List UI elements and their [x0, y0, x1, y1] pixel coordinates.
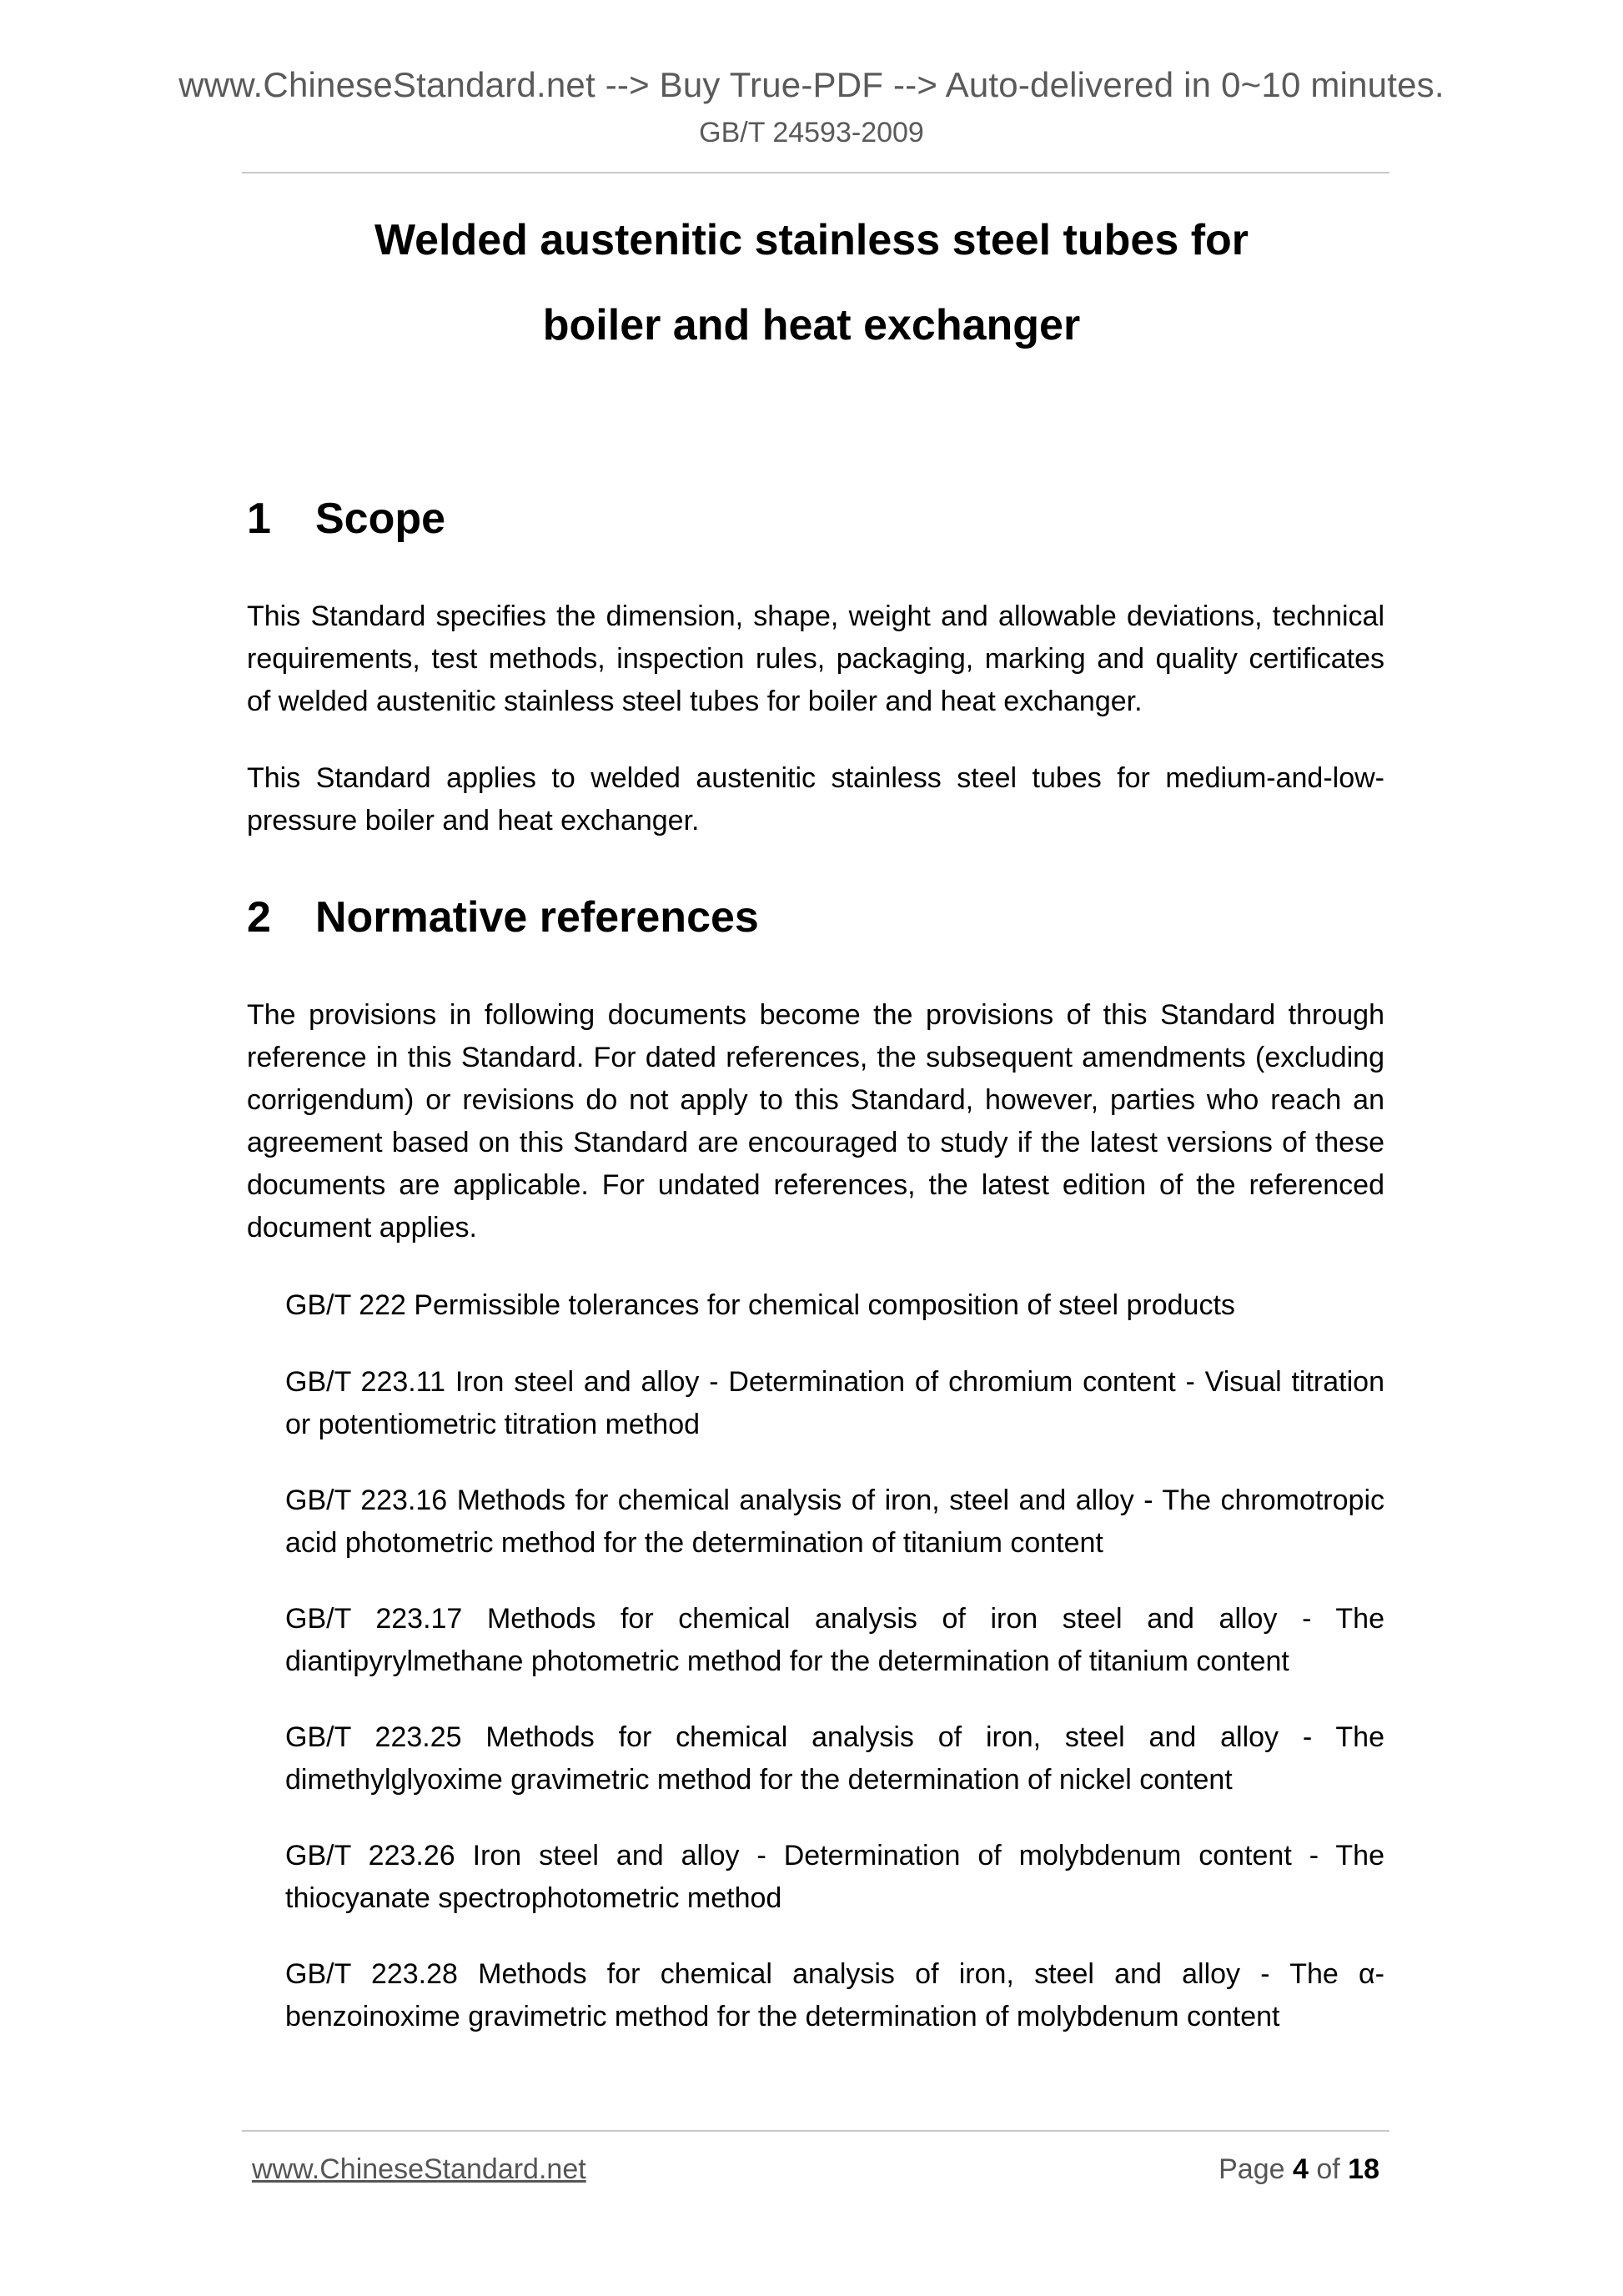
page-total: 18 [1348, 2153, 1379, 2185]
scope-paragraph-1: This Standard specifies the dimension, shape, weight and allowable deviations, technical requirements, test methods, inspection rules, packaging, marking and quality certificates of welded austenitic stainless steel tubes for boiler and heat exchanger. [247, 600, 1384, 717]
document-title-line-1: Welded austenitic stainless steel tubes for [374, 216, 1249, 264]
reference-item: GB/T 223.25 Methods for chemical analysis of iron, steel and alloy - The dimethylglyoxime gravimetric method for the determination of nickel content [285, 1721, 1384, 1796]
section-2-heading [247, 892, 759, 942]
page-of: of [1316, 2153, 1340, 2185]
reference-item: GB/T 223.28 Methods for chemical analysis of iron, steel and alloy - The α-benzoinoxime gravimetric method for the determination of molybdenum content [285, 1958, 1384, 2032]
footer-divider [242, 2130, 1389, 2132]
document-title-line-2: boiler and heat exchanger [542, 301, 1081, 349]
page-current: 4 [1292, 2153, 1309, 2185]
page-label: Page [1219, 2153, 1285, 2185]
section-number: 2 [247, 893, 271, 942]
reference-item: GB/T 223.16 Methods for chemical analysis of iron, steel and alloy - The chromotropic acid photometric method for the determination of titanium content [285, 1485, 1384, 1559]
page-indicator [1219, 2153, 1379, 2186]
header-banner: www.ChineseStandard.net --> Buy True-PDF --> Auto-delivered in 0~10 minutes. [178, 65, 1445, 104]
reference-item: GB/T 223.11 Iron steel and alloy - Determination of chromium content - Visual titration or potentiometric titration method [285, 1366, 1384, 1440]
reference-item: GB/T 223.17 Methods for chemical analysis of iron steel and alloy - The diantipyrylmethane photometric method for the determination of titanium content [285, 1603, 1384, 1677]
references-paragraph: The provisions in following documents become the provisions of this Standard through reference in this Standard. For dated references, the subsequent amendments (excluding corrigendum) or revisions do not apply to this Standard, however, parties who reach an agreement based on this Standard are encouraged to study if the latest versions of these documents are applicable. For undated references, the latest edition of the referenced document applies. [247, 999, 1384, 1243]
section-title: Normative references [315, 893, 759, 942]
section-title: Scope [315, 495, 446, 543]
reference-item: GB/T 222 Permissible tolerances for chemical composition of steel products [285, 1289, 1235, 1321]
header-divider [242, 172, 1389, 173]
scope-paragraph-2: This Standard applies to welded austenitic stainless steel tubes for medium-and-low-pressure boiler and heat exchanger. [247, 762, 1384, 837]
section-1-heading [247, 494, 445, 544]
section-number: 1 [247, 495, 271, 543]
footer-website-link[interactable]: www.ChineseStandard.net [252, 2153, 586, 2185]
reference-item: GB/T 223.26 Iron steel and alloy - Determination of molybdenum content - The thiocyanate spectrophotometric method [285, 1840, 1384, 1914]
standard-code: GB/T 24593-2009 [699, 117, 924, 148]
